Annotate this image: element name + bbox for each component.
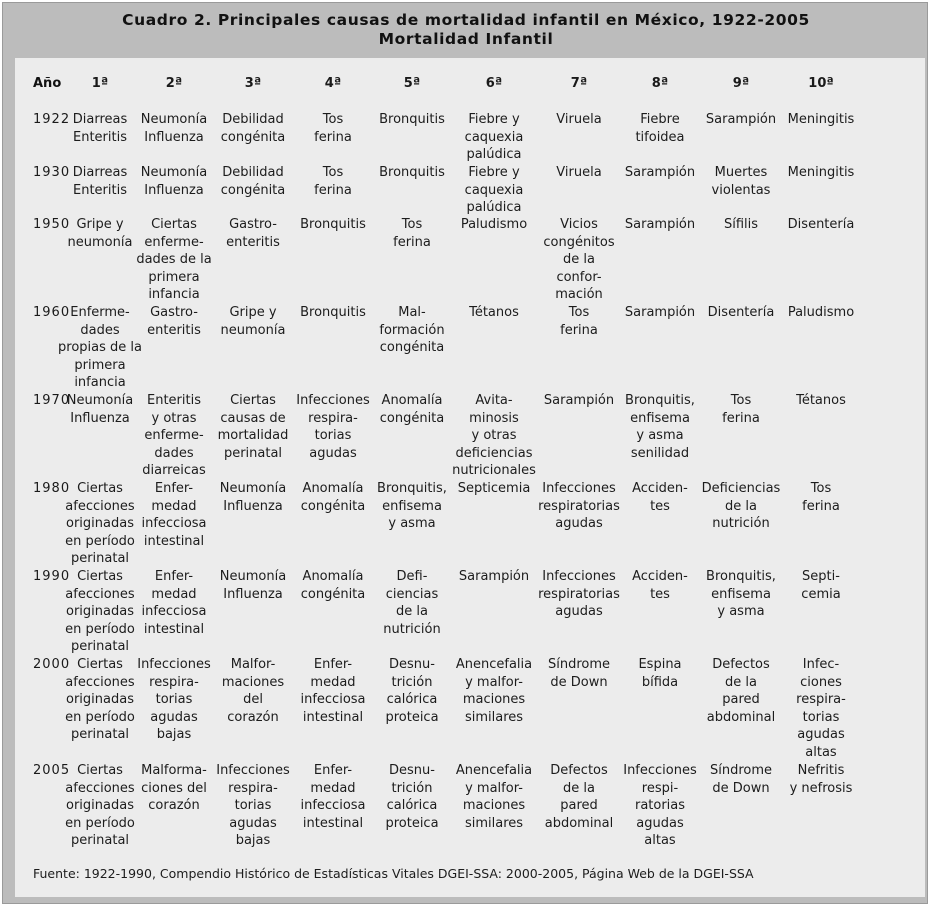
row-year: 1990 [33, 569, 71, 584]
table-cell: Meningitis [787, 165, 855, 180]
header-rank-10: 10ª [808, 76, 834, 91]
header-rank-8: 8ª [651, 76, 669, 91]
row-year: 1930 [33, 165, 71, 180]
table-cell: Tos ferina [314, 112, 352, 145]
row-year: 1960 [33, 305, 71, 320]
table-cell: Sarampión [458, 569, 530, 584]
table-cell: Paludismo [787, 305, 855, 320]
table-cell: Neumonía Influenza [140, 112, 208, 145]
table-cell: Viruela [556, 112, 602, 127]
table-cell: Defectos de la pared abdominal [544, 763, 614, 831]
table-cell: Infecciones respiratorias agudas [538, 569, 620, 620]
table-cell: Anomalía congénita [300, 481, 366, 514]
table-cell: Gripe y neumonía [67, 217, 133, 250]
row-year: 1950 [33, 217, 71, 232]
table-cell: Desnu- trición calórica proteica [385, 657, 439, 725]
table-cell: Mal- formación congénita [379, 305, 445, 356]
table-cell: Síndrome de Down [709, 763, 773, 796]
table-cell: Gastro- enteritis [147, 305, 201, 338]
table-cell: Tétanos [469, 305, 519, 320]
table-cell: Infecciones respiratorias agudas [538, 481, 620, 532]
table-cell: Disentería [787, 217, 855, 232]
table-cell: Deficiencias de la nutrición [701, 481, 781, 532]
table-cell: Diarreas Enteritis [72, 112, 128, 145]
table-cell: Enfer- medad infecciosa intestinal [300, 763, 366, 831]
table-cell: Diarreas Enteritis [72, 165, 128, 198]
table-cell: Acciden- tes [632, 569, 688, 602]
table-cell: Bronquitis, enfisema y asma senilidad [625, 393, 695, 461]
table-cell: Infecciones respira- torias agudas bajas [216, 763, 290, 849]
table-cell: Avita- minosis y otras deficiencias nutricionales [452, 393, 536, 479]
table-cell: Debilidad congénita [220, 112, 286, 145]
table-cell: Fiebre tifoidea [635, 112, 685, 145]
header-rank-7: 7ª [570, 76, 588, 91]
table-cell: Bronquitis [379, 112, 445, 127]
header-rank-9: 9ª [732, 76, 750, 91]
table-cell: Sífilis [723, 217, 759, 232]
table-cell: Ciertas afecciones originadas en período perinatal [65, 569, 135, 655]
table-cell: Paludismo [460, 217, 528, 232]
table-cell: Ciertas causas de mortalidad perinatal [217, 393, 289, 461]
table-cell: Fiebre y caquexia palúdica [464, 165, 524, 216]
table-cell: Ciertas afecciones originadas en período perinatal [65, 481, 135, 567]
table-cell: Sarampión [705, 112, 777, 127]
table-cell: Viruela [556, 165, 602, 180]
table-cell: Neumonía Influenza [219, 569, 287, 602]
table-cell: Gripe y neumonía [220, 305, 286, 338]
row-year: 1980 [33, 481, 71, 496]
table-cell: Infecciones respira- torias agudas bajas [137, 657, 211, 743]
table-cell: Vicios congénitos de la confor- mación [543, 217, 615, 303]
table-cell: Anomalía congénita [379, 393, 445, 426]
table-panel [15, 58, 925, 897]
table-cell: Debilidad congénita [220, 165, 286, 198]
table-cell: Neumonía Influenza [219, 481, 287, 514]
table-cell: Malforma- ciones del corazón [141, 763, 207, 814]
table-cell: Infecciones respi- ratorias agudas altas [623, 763, 697, 849]
table-cell: Defi- ciencias de la nutrición [383, 569, 441, 637]
table-cell: Enferme- dades propias de la primera infancia [58, 305, 142, 391]
table-title [3, 11, 929, 49]
table-cell: Sarampión [624, 217, 696, 232]
table-cell: Tos ferina [314, 165, 352, 198]
table-frame [2, 2, 928, 904]
table-cell: Tos ferina [802, 481, 840, 514]
table-cell: Infec- ciones respira- torias agudas altas [796, 657, 846, 760]
header-rank-2: 2ª [165, 76, 183, 91]
table-cell: Bronquitis, enfisema y asma [706, 569, 776, 620]
table-cell: Tos ferina [393, 217, 431, 250]
title-line-2: Mortalidad Infantil [378, 30, 554, 48]
table-cell: Bronquitis [300, 217, 366, 232]
table-cell: Tos ferina [722, 393, 760, 426]
table-cell: Enfer- medad infecciosa intestinal [300, 657, 366, 725]
table-cell: Septicemia [457, 481, 531, 496]
table-cell: Ciertas afecciones originadas en período perinatal [65, 657, 135, 743]
table-cell: Enfer- medad infecciosa intestinal [141, 569, 207, 637]
table-cell: Fiebre y caquexia palúdica [464, 112, 524, 163]
table-cell: Nefritis y nefrosis [789, 763, 853, 796]
table-cell: Neumonía Influenza [66, 393, 134, 426]
table-cell: Sarampión [624, 165, 696, 180]
table-cell: Anencefalia y malfor- maciones similares [455, 657, 533, 725]
header-year: Año [33, 76, 62, 91]
table-cell: Anomalía congénita [300, 569, 366, 602]
row-year: 1922 [33, 112, 71, 127]
header-rank-3: 3ª [244, 76, 262, 91]
table-cell: Infecciones respira- torias agudas [296, 393, 370, 461]
table-cell: Espina bífida [638, 657, 682, 690]
table-cell: Meningitis [787, 112, 855, 127]
table-cell: Muertes violentas [711, 165, 771, 198]
table-cell: Ciertas enferme- dades de la primera infancia [136, 217, 212, 303]
table-cell: Disentería [707, 305, 775, 320]
row-year: 2000 [33, 657, 71, 672]
table-cell: Neumonía Influenza [140, 165, 208, 198]
header-rank-6: 6ª [485, 76, 503, 91]
table-cell: Sarampión [543, 393, 615, 408]
table-cell: Anencefalia y malfor- maciones similares [455, 763, 533, 831]
table-cell: Ciertas afecciones originadas en período perinatal [65, 763, 135, 849]
table-cell: Defectos de la pared abdominal [706, 657, 776, 725]
table-cell: Sarampión [624, 305, 696, 320]
table-cell: Enteritis y otras enferme- dades diarreicas [142, 393, 206, 479]
header-rank-1: 1ª [91, 76, 109, 91]
table-cell: Septi- cemia [801, 569, 841, 602]
table-cell: Enfer- medad infecciosa intestinal [141, 481, 207, 549]
table-cell: Malfor- maciones del corazón [221, 657, 285, 725]
table-cell: Bronquitis [300, 305, 366, 320]
table-cell: Bronquitis, enfisema y asma [377, 481, 447, 532]
table-cell: Tos ferina [560, 305, 598, 338]
table-cell: Bronquitis [379, 165, 445, 180]
table-cell: Gastro- enteritis [226, 217, 280, 250]
table-cell: Síndrome de Down [547, 657, 611, 690]
title-line-1: Cuadro 2. Principales causas de mortalidad infantil en México, 1922-2005 [122, 11, 810, 29]
header-rank-4: 4ª [324, 76, 342, 91]
source-footer: Fuente: 1922-1990, Compendio Histórico de Estadísticas Vitales DGEI-SSA: 2000-2005, Página Web de la DGEI-SSA [33, 866, 754, 881]
header-rank-5: 5ª [403, 76, 421, 91]
row-year: 1970 [33, 393, 71, 408]
table-cell: Acciden- tes [632, 481, 688, 514]
row-year: 2005 [33, 763, 71, 778]
table-cell: Desnu- trición calórica proteica [385, 763, 439, 831]
table-cell: Tétanos [796, 393, 846, 408]
